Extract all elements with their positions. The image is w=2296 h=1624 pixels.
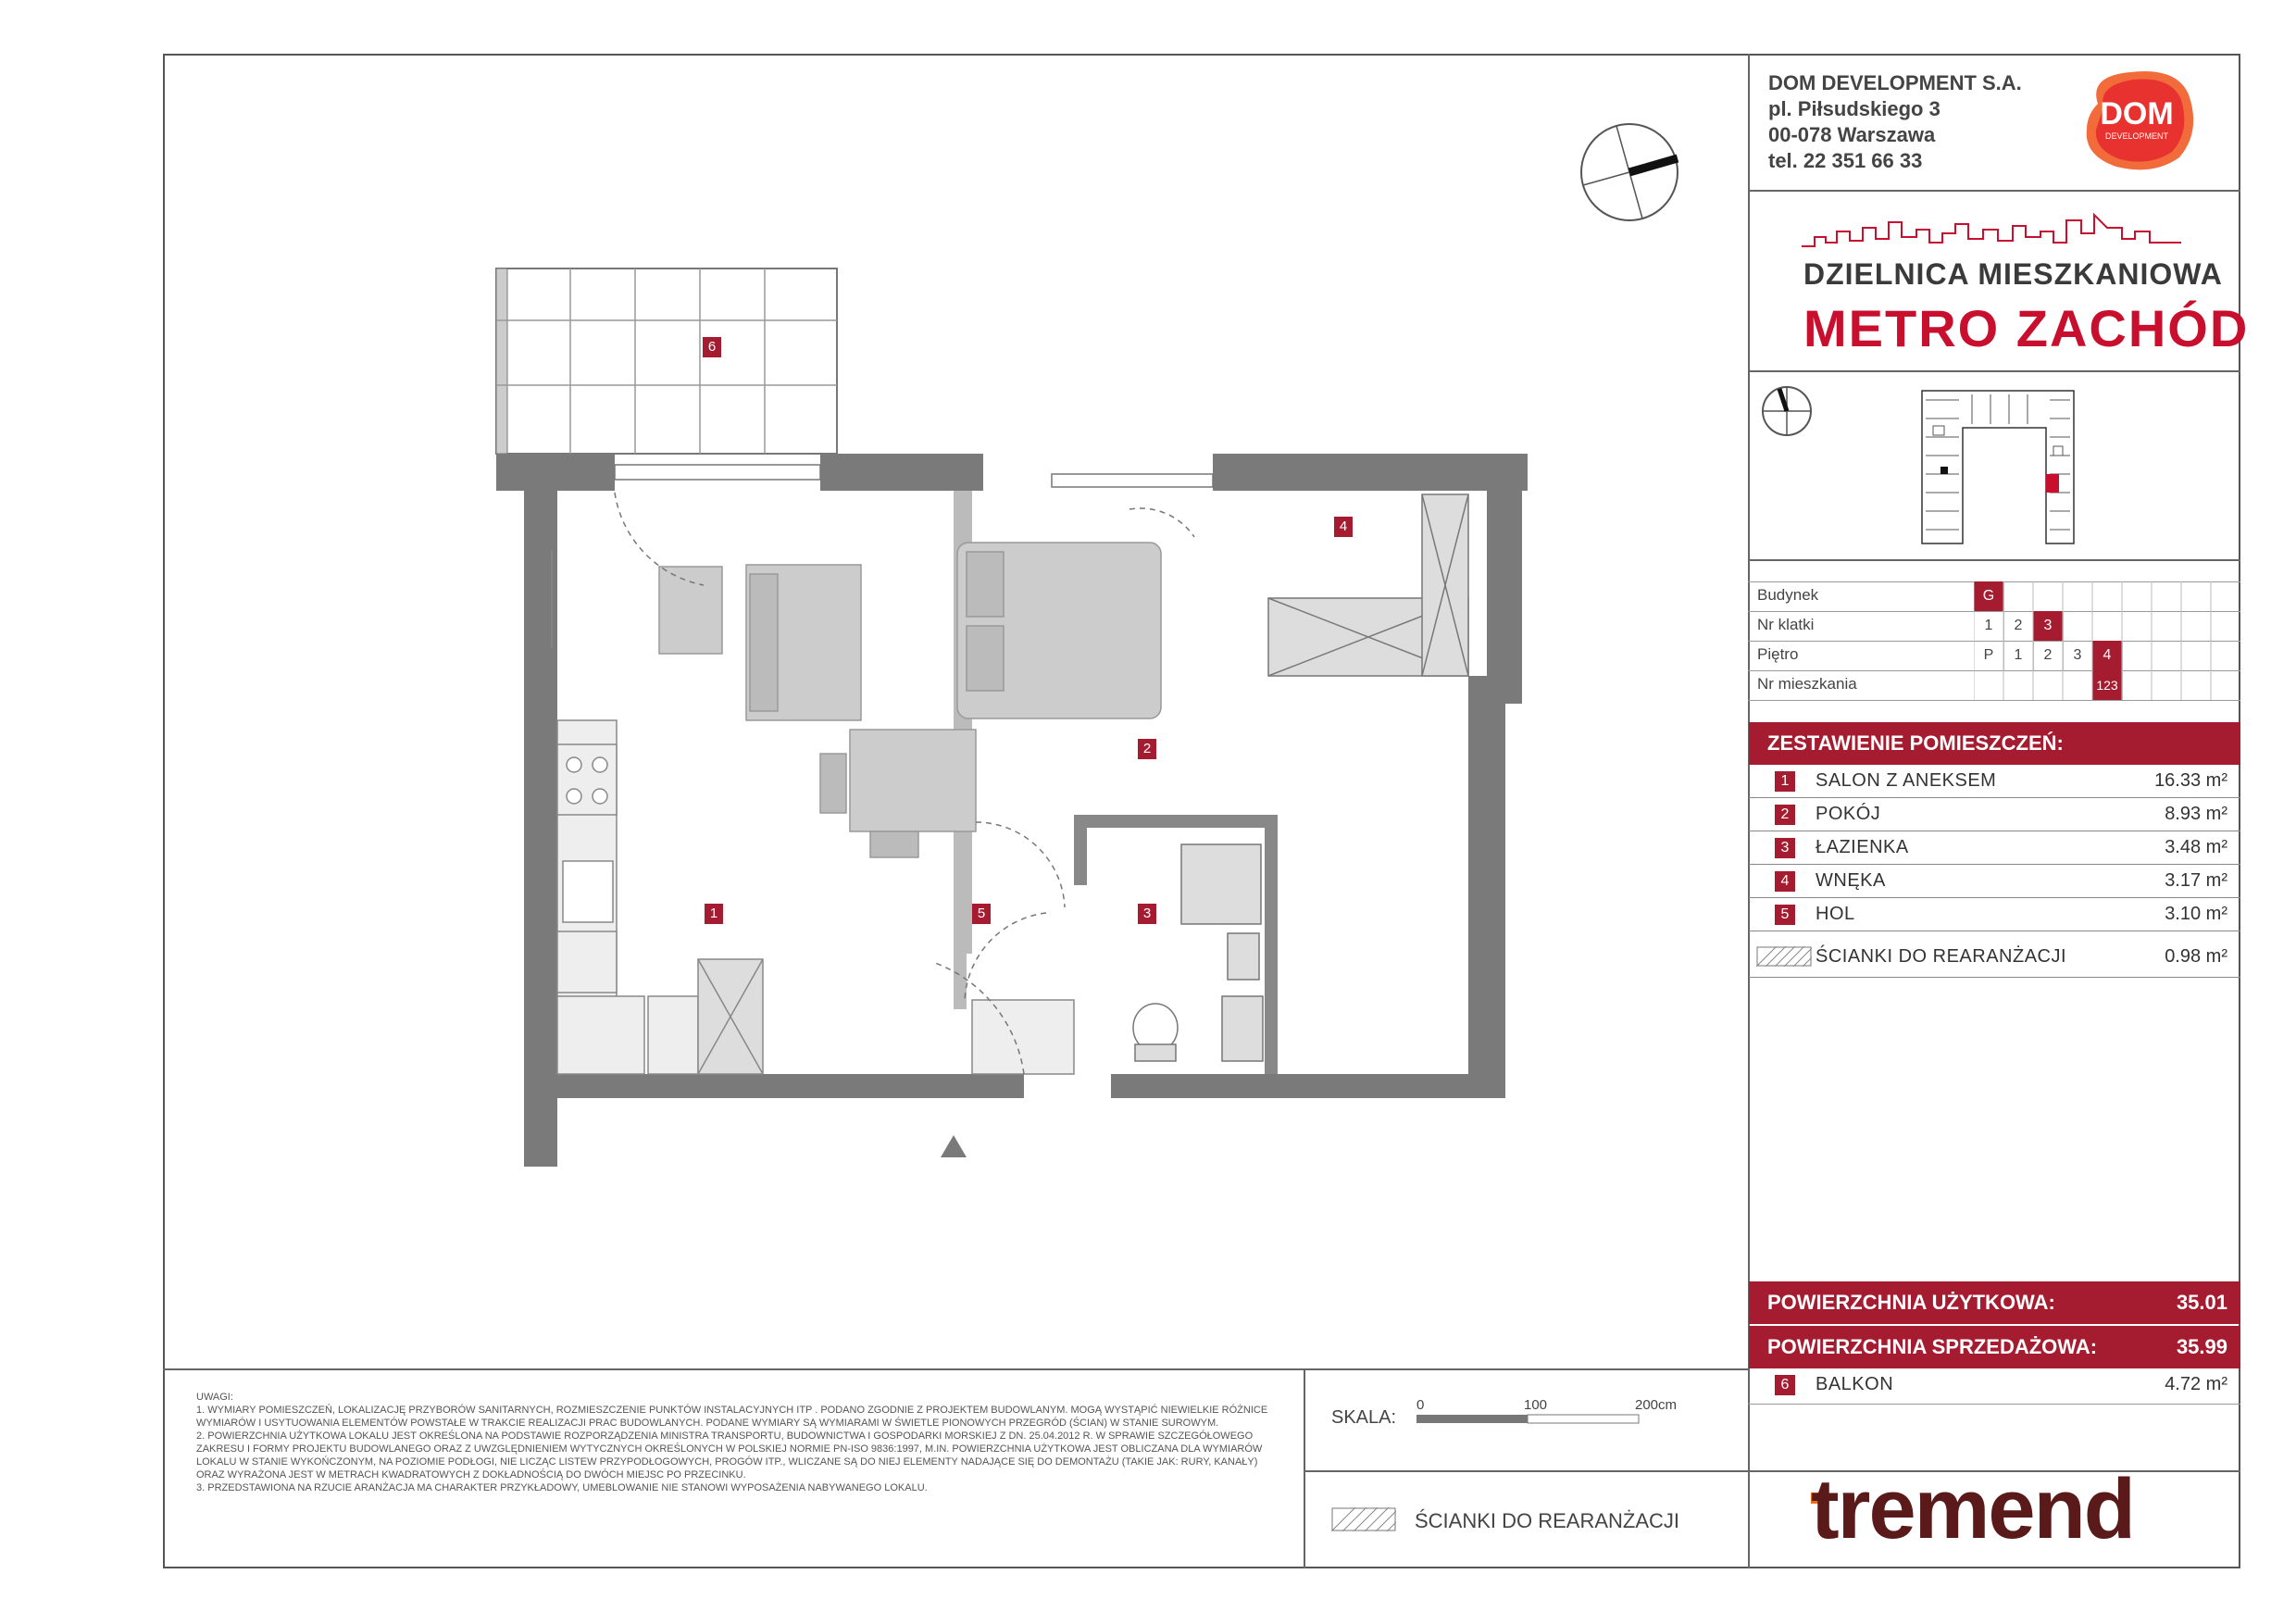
company-phone: tel. 22 351 66 33 — [1768, 149, 1923, 172]
company-street: pl. Piłsudskiego 3 — [1768, 97, 1940, 120]
note-1: 1. WYMIARY POMIESZCZEŃ, LOKALIZACJĘ PRZYBORÓW SANITARNYCH, ROZMIESZCZENIE PUNKTÓW INSTALACYJNYCH ITP . PODANO ZGODNIE Z PROJEKTEM BUDOWLANYM. MOGĄ WYSTĄPIĆ NIEWIELKIE RÓŻNICE WYMIARÓW I USYTUOWANIA ELEMENTÓW POWSTAŁE W TRAKCIE REALIZACJI PRAC BUDOWLANYCH. PODANE WYMIARY SĄ WYMIARAMI W ŚWIETLE PIONOWYCH PRZEGRÓD (ŚCIAN) W STANIE SUROWYM. — [196, 1405, 1268, 1429]
uzytkowa-value: 35.01 — [2176, 1291, 2227, 1314]
klatka-2: 2 — [2003, 611, 2034, 641]
pietro-label: Piętro — [1757, 645, 1799, 663]
room-row — [1749, 765, 2240, 798]
uzytkowa-label: POWIERZCHNIA UŻYTKOWA: — [1767, 1291, 2055, 1314]
room-row — [1749, 898, 2240, 931]
note-2: 2. POWIERZCHNIA UŻYTKOWA LOKALU JEST OKREŚLONA NA PODSTAWIE ROZPORZĄDZENIA MINISTRA TRANSPORTU, BUDOWNICTWA I GOSPODARKI MORSKIEJ Z DN. 25.04.2012 R. W SPRAWIE SZCZEGÓŁOWEGO ZAKRESU I FORMY PROJEKTU BUDOWLANEGO ORAZ Z UWZGLĘDNIENIEM WYTYCZNYCH OKREŚLONYCH W POLSKIEJ NORMIE PN-ISO 9836:1997, M.IN. POWIERZCHNIA UŻYTKOWA JEST OBLICZANA DLA WYMIARÓW LOKALU W STANIE WYKOŃCZONYM, NA POZIOMIE PODŁOGI, NIE LICZĄC LISTEW PRZYPODŁOGOWYCH, PROGÓW ITP., WLICZANE SĄ DO NIEJ ELEMENTY NADAJĄCE SIĘ DO DEMONTAŻU (TAKIE JAK: RURY, KANAŁY) ORAZ WYRAŻONA JEST W METRACH KWADRATOWYCH Z DOKŁADNOŚCIĄ DO DWÓCH MIEJSC PO PRZECINKU. — [196, 1430, 1263, 1480]
rooms-header: ZESTAWIENIE POMIESZCZEŃ: — [1749, 722, 2240, 765]
scianki-row — [1749, 931, 2240, 978]
room-name: ŁAZIENKA — [1816, 837, 1909, 857]
project-line1: DZIELNICA MIESZKANIOWA — [1803, 257, 2223, 291]
window-salon — [615, 465, 820, 480]
klatka-1: 1 — [1974, 611, 2004, 641]
room-name: SALON Z ANEKSEM — [1816, 770, 1997, 791]
tremend-logo: tremend — [1811, 1462, 2134, 1556]
company-name: DOM DEVELOPMENT S.A. — [1768, 71, 2022, 94]
room-number: 5 — [1775, 905, 1795, 925]
floorplan-label-4: 4 — [1334, 517, 1353, 537]
room-area: 8.93 m² — [2165, 804, 2227, 824]
floorplan-label-6: 6 — [703, 337, 721, 357]
floorplan-label-2: 2 — [1138, 739, 1156, 759]
pietro-2: 2 — [2033, 641, 2064, 670]
room-number: 1 — [1775, 771, 1795, 792]
legend-hatch-icon — [1331, 1507, 1396, 1531]
mieszkanie-label: Nr mieszkania — [1757, 675, 1857, 693]
scianki-name: ŚCIANKI DO REARANŻACJI — [1816, 946, 2067, 967]
floorplan-label-3: 3 — [1138, 904, 1156, 924]
divider-scale — [1304, 1368, 1305, 1568]
notes-block — [196, 1391, 1289, 1494]
company-address — [1768, 70, 2022, 174]
klatka-3: 3 — [2033, 611, 2064, 641]
floor-plan — [491, 259, 1528, 1167]
notes-title: UWAGI: — [196, 1392, 233, 1403]
legend-label: ŚCIANKI DO REARANŻACJI — [1415, 1509, 1680, 1532]
balkon-name: BALKON — [1816, 1374, 1894, 1394]
note-3: 3. PRZEDSTAWIONA NA RZUCIE ARANŻACJA MA CHARAKTER PRZYKŁADOWY, UMEBLOWANIE NIE STANOWI WYPOSAŻENIA NABYWANEGO LOKALU. — [196, 1482, 928, 1493]
powierzchnia-sprzedazowa — [1749, 1326, 2240, 1368]
room-number: 3 — [1775, 838, 1795, 858]
scale-tick-100: 100 — [1524, 1397, 1548, 1413]
scale-bar — [1413, 1396, 1691, 1433]
scale-label: SKALA: — [1331, 1407, 1397, 1428]
floorplan-label-1: 1 — [705, 904, 723, 924]
company-city: 00-078 Warszawa — [1768, 123, 1936, 146]
room-row — [1749, 831, 2240, 865]
budynek-label: Budynek — [1757, 586, 1819, 604]
hatch-swatch-icon — [1756, 946, 1812, 967]
room-name: POKÓJ — [1816, 804, 1881, 824]
building-keyplan — [1916, 381, 2092, 548]
logo-text-development: DEVELOPMENT — [2104, 131, 2169, 141]
sprzedazowa-value: 35.99 — [2176, 1335, 2227, 1358]
info-grid-bottom — [1748, 700, 2240, 701]
scale-tick-0: 0 — [1416, 1397, 1425, 1413]
room-name: WNĘKA — [1816, 870, 1886, 891]
budynek-value: G — [1974, 581, 2004, 611]
window-pokoj — [1052, 474, 1213, 487]
balkon-area: 4.72 m² — [2165, 1374, 2227, 1394]
utility — [972, 1000, 1074, 1074]
sprzedazowa-label: POWIERZCHNIA SPRZEDAŻOWA: — [1767, 1335, 2098, 1358]
bed — [957, 543, 1161, 718]
room-row — [1749, 865, 2240, 898]
room-area: 3.48 m² — [2165, 837, 2227, 857]
powierzchnia-uzytkowa — [1749, 1281, 2240, 1324]
project-line2: METRO ZACHÓD — [1803, 299, 2250, 357]
mieszkanie-value: 123 — [2092, 670, 2123, 700]
logo-text-dom: DOM — [2100, 96, 2174, 131]
dom-development-logo — [2079, 67, 2200, 174]
pietro-1: 1 — [2003, 641, 2034, 670]
room-area: 16.33 m² — [2154, 770, 2227, 791]
keyplan-highlight — [2046, 474, 2059, 493]
divider-balkon — [1748, 1404, 2240, 1405]
entrance-marker — [941, 1135, 967, 1157]
info-grid-columns — [1974, 581, 2240, 700]
north-compass-icon — [1574, 117, 1685, 228]
balcony — [496, 269, 837, 454]
scale-tick-200: 200cm — [1635, 1397, 1678, 1413]
divider-keyplan — [1748, 559, 2240, 561]
klatka-label: Nr klatki — [1757, 616, 1815, 633]
divider-project — [1748, 370, 2240, 372]
divider-company — [1748, 190, 2240, 192]
skyline-graphic — [1802, 206, 2181, 250]
room-area: 3.17 m² — [2165, 870, 2227, 891]
floorplan-label-5: 5 — [972, 904, 991, 924]
keyplan-compass-icon — [1759, 383, 1815, 439]
room-number: 2 — [1775, 805, 1795, 825]
room-area: 3.10 m² — [2165, 904, 2227, 924]
pietro-4: 4 — [2092, 641, 2123, 670]
divider-notes — [163, 1368, 1748, 1370]
scianki-area: 0.98 m² — [2165, 946, 2227, 967]
balkon-number: 6 — [1775, 1375, 1795, 1395]
room-row — [1749, 798, 2240, 831]
pietro-p: P — [1974, 641, 2004, 670]
room-number: 4 — [1775, 871, 1795, 892]
balkon-row — [1749, 1368, 2240, 1402]
pietro-3: 3 — [2063, 641, 2093, 670]
room-name: HOL — [1816, 904, 1855, 924]
